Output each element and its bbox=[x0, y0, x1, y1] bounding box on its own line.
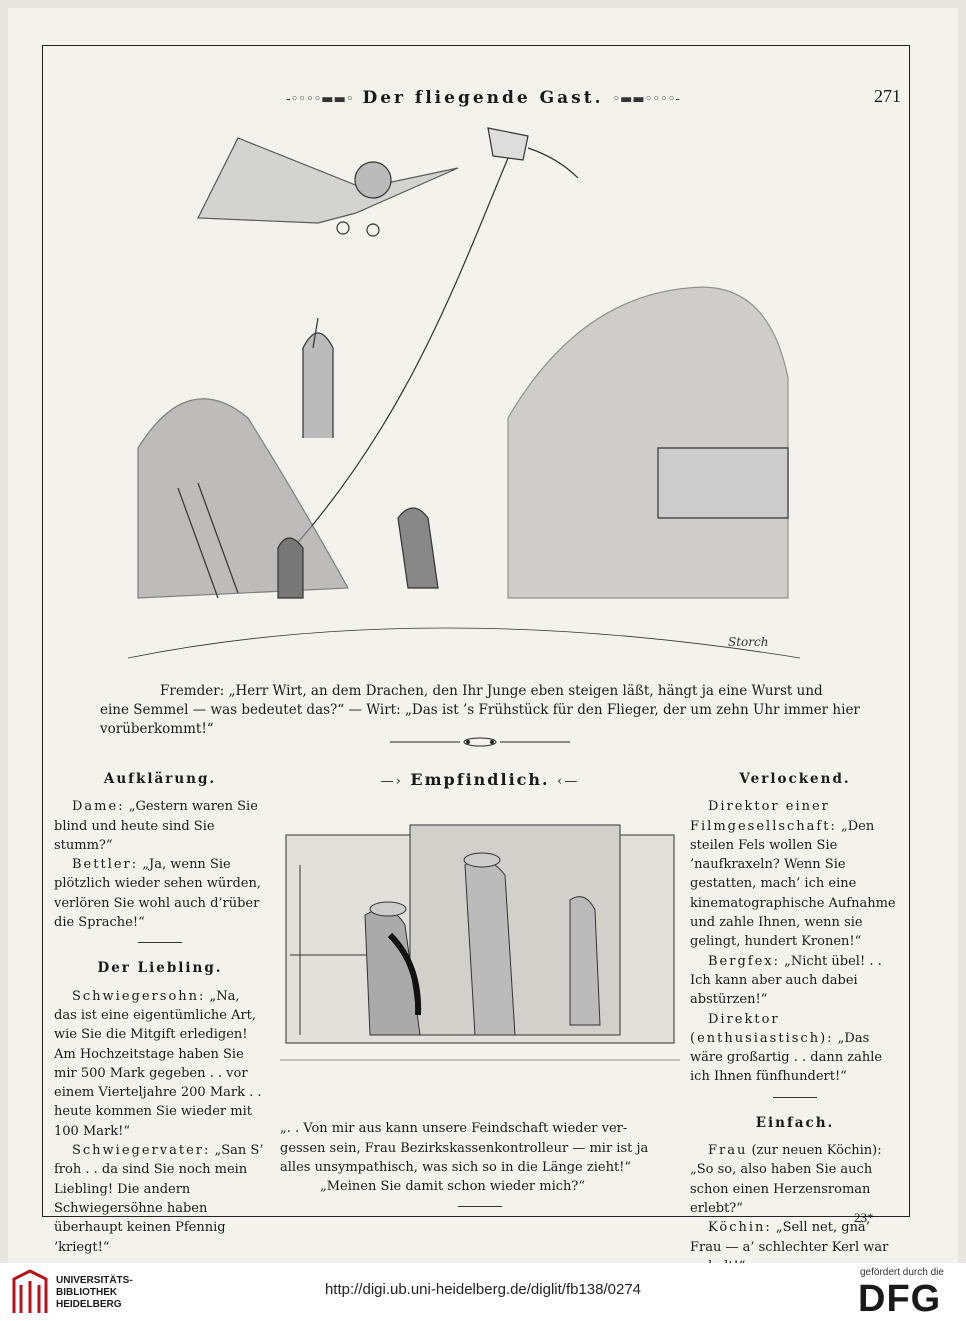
speaker-label: Bergfex: bbox=[708, 953, 780, 969]
dialogue-line bbox=[690, 1141, 900, 1218]
dialogue-line bbox=[54, 855, 266, 932]
dialogue-line bbox=[690, 952, 900, 1010]
section-title-einfach: Einfach. bbox=[755, 1114, 835, 1131]
uni-name-line: HEIDELBERG bbox=[56, 1299, 122, 1310]
speaker-label: Bettler: bbox=[72, 857, 139, 873]
section-title-verlockend: Verlockend. bbox=[739, 771, 851, 787]
footer-bar bbox=[0, 1263, 966, 1321]
top-caption-line: vorüberkommt!“ bbox=[100, 721, 214, 737]
section-title-empfindlich bbox=[280, 770, 680, 791]
dialogue-text: „Das wäre großartig . . dann zahle ich Ihnen fünfhundert!“ bbox=[690, 1030, 883, 1085]
section-title-text: Empfindlich. bbox=[410, 770, 550, 789]
dfg-logo: DFG bbox=[858, 1278, 942, 1320]
dialogue-text: „San S’ froh . . da sind Sie noch mein Liebling! Die andern Schwiegersöhne haben überhaupt keinen Pfennig ’kriegt!“ bbox=[54, 1143, 264, 1255]
permalink-url[interactable]: http://digi.ub.uni-heidelberg.de/diglit/fb138/0274 bbox=[324, 1281, 642, 1298]
section-title-aufklaerung: Aufklärung. bbox=[103, 771, 217, 787]
header-ornament-left: -◦◦◦◦▬▬◦ bbox=[286, 92, 354, 107]
section-title-liebling: Der Liebling. bbox=[97, 960, 223, 977]
funder-text: gefördert durch die bbox=[860, 1267, 944, 1278]
dialogue-text: „So so, also haben Sie auch schon einen Herzensroman erlebt?“ bbox=[690, 1162, 873, 1216]
dialogue-line bbox=[690, 1010, 900, 1087]
dialogue-text: „Sell net, gnä’ Frau — a’ schlechter Kerl war bbox=[690, 1220, 889, 1255]
page-number: 271 bbox=[874, 86, 901, 106]
top-caption-line: eine Semmel — was bedeutet das?“ — Wirt: „Das ist ’s Frühstück für den Flieger, der um zehn Uhr immer hier bbox=[100, 702, 860, 718]
caption-line: alles unsympathisch, was sich so in die Länge zieht!“ bbox=[280, 1159, 632, 1175]
middle-column bbox=[280, 770, 680, 1223]
dialogue-text: „Gestern waren Sie blind und heute sind Sie stumm?“ bbox=[54, 799, 258, 853]
top-caption-line: Fremder: „Herr Wirt, an dem Drachen, den Ihr Junge eben steigen läßt, hängt ja eine Wurst und bbox=[160, 683, 823, 699]
title-arrow-left: —› bbox=[380, 774, 403, 789]
caption-line: „. . Von mir aus kann unsere Feindschaft wieder ver- bbox=[280, 1121, 628, 1137]
street-scene-illustration bbox=[280, 805, 680, 1097]
speaker-label: Frau bbox=[708, 1143, 748, 1159]
section-rule bbox=[458, 1206, 502, 1207]
caption-line: „Meinen Sie damit schon wieder mich?“ bbox=[320, 1179, 586, 1195]
speaker-label: Direktor einer Filmgesellschaft: bbox=[690, 799, 837, 834]
middle-caption bbox=[280, 1119, 680, 1196]
top-caption bbox=[100, 682, 860, 739]
dialogue-line bbox=[54, 987, 266, 1141]
dialogue-text: „Nicht übel! . . Ich kann aber auch dabei abstürzen!“ bbox=[690, 953, 882, 1008]
artist-signature: Storch bbox=[728, 635, 769, 649]
dialogue-line bbox=[690, 797, 900, 951]
header-ornament-right: ◦▬▬◦◦◦◦- bbox=[612, 92, 680, 107]
title-arrow-right: ‹— bbox=[557, 774, 580, 789]
ornamental-divider bbox=[390, 736, 570, 748]
speaker-label: Dame: bbox=[72, 799, 125, 815]
page-header bbox=[0, 88, 966, 108]
signature-mark: 23* bbox=[854, 1210, 874, 1225]
left-column bbox=[54, 770, 266, 1284]
uni-name-line: UNIVERSITÄTS- bbox=[56, 1275, 133, 1286]
flying-guest-illustration bbox=[128, 118, 800, 666]
speaker-label: Direktor (enthusiastisch): bbox=[690, 1011, 834, 1046]
speaker-label: Köchin: bbox=[708, 1220, 772, 1236]
stage-direction: (zur neuen Köchin): bbox=[751, 1143, 882, 1159]
page-title: Der fliegende Gast. bbox=[362, 88, 604, 108]
dialogue-line bbox=[54, 1141, 266, 1257]
section-rule bbox=[138, 942, 182, 943]
uni-name-line: BIBLIOTHEK bbox=[56, 1287, 118, 1298]
speaker-label: Schwiegersohn: bbox=[72, 988, 206, 1004]
dialogue-text: „Ja, wenn Sie plötzlich wieder sehen würden, verlören Sie wohl auch d’rüber die Sprache!“ bbox=[54, 857, 261, 931]
speaker-label: Schwiegervater: bbox=[72, 1143, 211, 1159]
dialogue-text: „Den steilen Fels wollen Sie ’naufkraxeln? Wenn Sie gestatten, mach’ ich eine kinematographische Aufnahme und zahle Ihnen, wenn sie gelingt, hundert Kronen!“ bbox=[690, 818, 896, 950]
dialogue-line bbox=[54, 797, 266, 855]
caption-line: gessen sein, Frau Bezirkskassenkontrolleur — mir ist ja bbox=[280, 1140, 649, 1156]
section-rule bbox=[773, 1097, 817, 1098]
dialogue-text: „Na, das ist eine eigentümliche Art, wie Sie die Mitgift erledigen! Am Hochzeitstage haben Sie mir 500 Mark gegeben . . vor einem Vierteljahre 200 Mark . . heute kommen Sie wieder mit 100 Mark!“ bbox=[54, 988, 262, 1139]
